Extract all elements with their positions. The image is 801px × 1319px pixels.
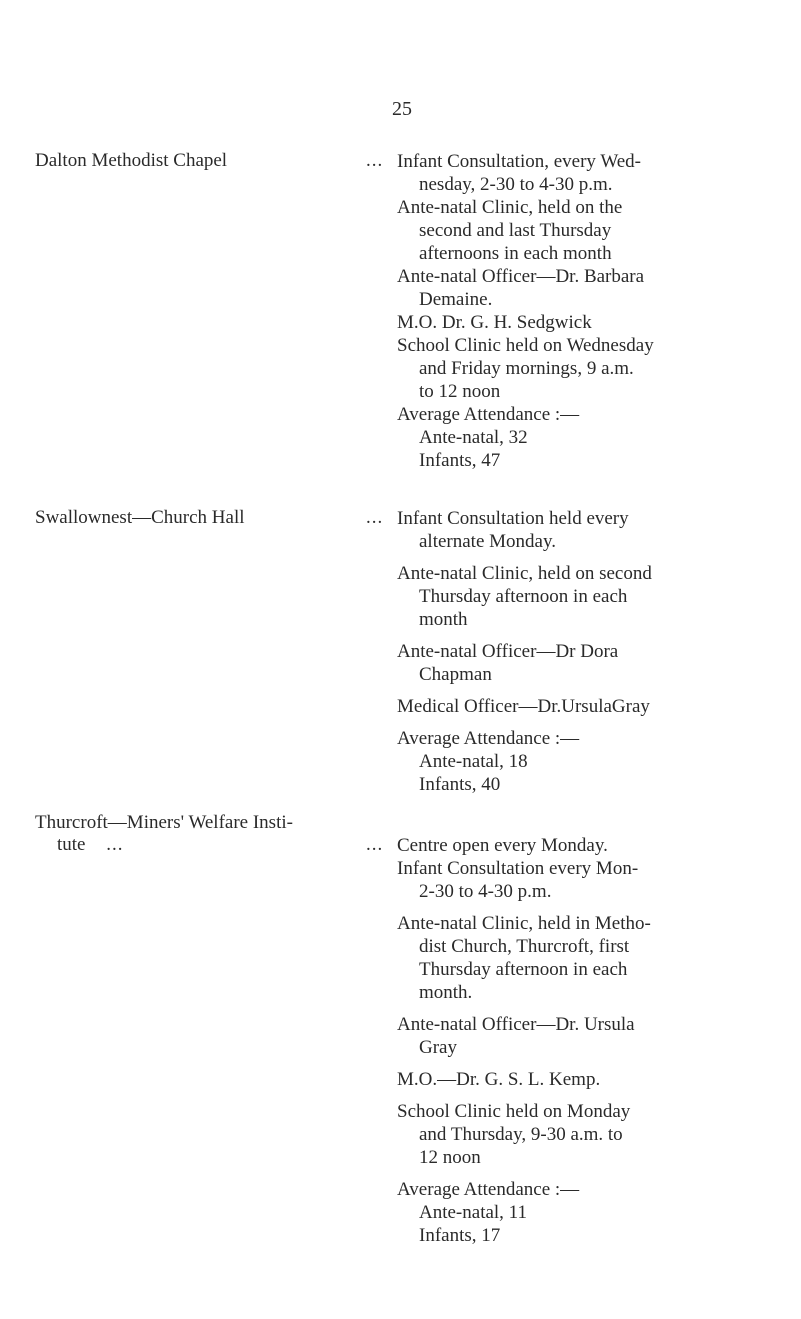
place-line: Dalton Methodist Chapel [35, 150, 228, 171]
detail-line: month [419, 609, 468, 630]
detail-line: Medical Officer—Dr.UrsulaGray [397, 696, 650, 717]
place-line-continued: tute [57, 834, 86, 855]
detail-line: Centre open every Monday. [397, 835, 608, 856]
entry-details [397, 150, 777, 472]
detail-line: month. [419, 982, 473, 1003]
detail-item [397, 150, 777, 196]
detail-line: Infants, 17 [419, 1225, 501, 1246]
detail-line: Ante-natal Clinic, held on the [397, 197, 623, 218]
detail-line: Infant Consultation every Mon- [397, 858, 639, 879]
detail-line: Ante-natal Officer—Dr. Barbara [397, 266, 645, 287]
detail-line: Ante-natal Clinic, held in Metho- [397, 913, 651, 934]
place-line: Swallownest—Church Hall [35, 507, 245, 528]
detail-line: Infant Consultation held every [397, 508, 629, 529]
detail-item [397, 695, 777, 718]
detail-item [397, 773, 777, 796]
detail-item [397, 1100, 777, 1169]
detail-item [397, 562, 777, 631]
detail-line: School Clinic held on Wednesday [397, 335, 654, 356]
detail-item [397, 334, 777, 403]
detail-line: Infants, 47 [419, 450, 501, 471]
detail-line: to 12 noon [419, 381, 501, 402]
detail-item [397, 1013, 777, 1059]
detail-line: second and last Thursday [419, 220, 612, 241]
detail-line: School Clinic held on Monday [397, 1101, 631, 1122]
detail-item [397, 265, 777, 311]
detail-item [397, 834, 777, 857]
detail-item [397, 426, 777, 449]
detail-line: Average Attendance :— [397, 1179, 580, 1200]
detail-item [397, 1224, 777, 1247]
detail-line: Infants, 40 [419, 774, 501, 795]
detail-item [397, 507, 777, 553]
leader-dots: ... [366, 834, 384, 855]
detail-line: M.O.—Dr. G. S. L. Kemp. [397, 1069, 601, 1090]
detail-item [397, 403, 777, 426]
entry-details [397, 834, 777, 1247]
detail-line: Chapman [419, 664, 492, 685]
detail-line: and Thursday, 9-30 a.m. to [419, 1124, 623, 1145]
detail-item [397, 1201, 777, 1224]
leader-dots: ... [366, 507, 384, 528]
detail-line: 2-30 to 4-30 p.m. [419, 881, 552, 902]
place-line: Thurcroft—Miners' Welfare Insti- [35, 812, 293, 833]
detail-line: Infant Consultation, every Wed- [397, 151, 642, 172]
detail-line: Ante-natal, 11 [419, 1202, 527, 1223]
detail-line: 12 noon [419, 1147, 481, 1168]
detail-line: M.O. Dr. G. H. Sedgwick [397, 312, 592, 333]
detail-item [397, 750, 777, 773]
detail-line: Ante-natal Officer—Dr. Ursula [397, 1014, 635, 1035]
detail-item [397, 857, 777, 903]
detail-line: Gray [419, 1037, 457, 1058]
detail-line: Ante-natal, 18 [419, 751, 528, 772]
place-line [35, 834, 395, 856]
detail-line: Average Attendance :— [397, 728, 580, 749]
detail-line: nesday, 2-30 to 4-30 p.m. [419, 174, 613, 195]
detail-line: Thursday afternoon in each [419, 959, 628, 980]
detail-line: alternate Monday. [419, 531, 556, 552]
place-name [35, 507, 365, 529]
detail-item [397, 1068, 777, 1091]
detail-item [397, 912, 777, 1004]
detail-line: dist Church, Thurcroft, first [419, 936, 630, 957]
detail-line: Ante-natal, 32 [419, 427, 528, 448]
page-number: 25 [392, 98, 412, 120]
detail-item [397, 1178, 777, 1201]
place-name [35, 812, 395, 856]
detail-line: Average Attendance :— [397, 404, 580, 425]
detail-line: Ante-natal Clinic, held on second [397, 563, 652, 584]
detail-item [397, 196, 777, 265]
detail-line: and Friday mornings, 9 a.m. [419, 358, 634, 379]
detail-line: afternoons in each month [419, 243, 612, 264]
detail-item [397, 449, 777, 472]
detail-line: Ante-natal Officer—Dr Dora [397, 641, 619, 662]
detail-item [397, 640, 777, 686]
place-name [35, 150, 365, 172]
detail-line: Demaine. [419, 289, 493, 310]
entry-details [397, 507, 777, 796]
detail-item [397, 311, 777, 334]
place-dots: ... [106, 834, 124, 855]
leader-dots: ... [366, 150, 384, 171]
detail-item [397, 727, 777, 750]
detail-line: Thursday afternoon in each [419, 586, 628, 607]
